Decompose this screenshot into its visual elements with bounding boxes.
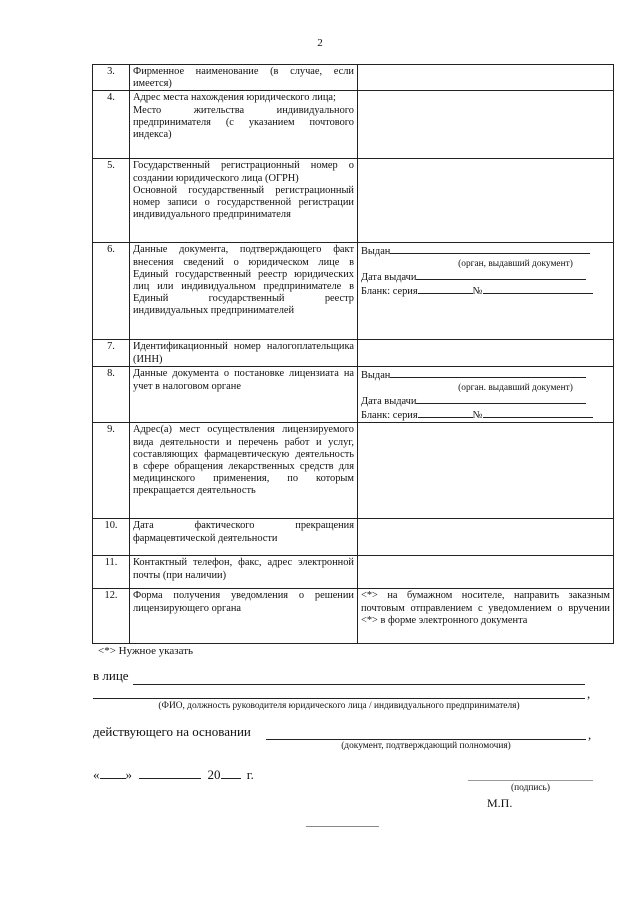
document-details-block — [358, 243, 614, 340]
comma: , — [587, 686, 591, 701]
issued-by-field[interactable] — [390, 244, 590, 254]
table-row — [93, 65, 614, 91]
issued-by-label: Выдан — [361, 246, 391, 258]
issue-date-label: Дата выдачи — [361, 395, 417, 407]
row-value-field[interactable] — [358, 91, 614, 159]
row-label: Адрес(а) мест осуществления лицензируемого вида деятельности и перечень работ и услуг, составляющих фармацевтическую деятельность в сфере обращения лекарственных средств для медицинского применения, по которым прекращается деятельность — [130, 423, 358, 519]
row-label: Фирменное наименование (в случае, если имеется) — [130, 65, 358, 91]
month-field[interactable] — [139, 767, 201, 779]
table-row — [93, 519, 614, 556]
issue-date-field[interactable] — [416, 394, 586, 404]
in-person-field[interactable] — [133, 684, 585, 685]
table-row — [93, 589, 614, 644]
row-label: Идентификационный номер налогоплательщика (ИНН) — [130, 340, 358, 367]
row-number: 3. — [93, 65, 130, 91]
footnote: <*> Нужное указать — [98, 645, 194, 657]
acting-basis-label: действующего на основании — [93, 724, 251, 739]
close-quote: » — [125, 767, 132, 782]
number-sign: № — [472, 409, 483, 421]
row-number: 7. — [93, 340, 130, 367]
row-number: 9. — [93, 423, 130, 519]
signature-caption: (подпись) — [511, 783, 550, 793]
row-number: 4. — [93, 91, 130, 159]
row-value-field[interactable] — [358, 159, 614, 243]
row-value-field[interactable] — [358, 65, 614, 91]
year-field[interactable] — [221, 767, 241, 779]
blank-series-field[interactable] — [418, 284, 473, 294]
license-termination-form-table — [92, 64, 614, 644]
blank-number-field[interactable] — [483, 408, 593, 418]
table-row — [93, 243, 614, 340]
row-value-field[interactable] — [358, 556, 614, 589]
row-label: Государственный регистрационный номер о создании юридического лица (ОГРН) Основной государственный регистрационный номер записи о государственной регистрации индивидуального предпринимателя — [130, 159, 358, 243]
bottom-rule — [306, 826, 379, 827]
day-field[interactable] — [100, 767, 126, 779]
year-prefix: 20 — [207, 767, 221, 782]
blank-series-field[interactable] — [418, 408, 473, 418]
row-number: 10. — [93, 519, 130, 556]
table-row — [93, 367, 614, 423]
in-person-field-continuation[interactable] — [93, 698, 585, 699]
row-value-field[interactable] — [358, 423, 614, 519]
fio-caption: (ФИО, должность руководителя юридического лица / индивидуального предпринимателя) — [158, 701, 520, 711]
notice-options-block — [358, 589, 614, 644]
page-number: 2 — [317, 37, 323, 49]
row-label: Дата фактического прекращения фармацевтической деятельности — [130, 519, 358, 556]
table-row — [93, 91, 614, 159]
blank-series-label: Бланк: серия — [361, 285, 418, 297]
row-value-field[interactable] — [358, 340, 614, 367]
issuer-caption: (орган. выдавший документ) — [458, 382, 573, 393]
acting-basis-field[interactable] — [266, 739, 586, 740]
notice-option-electronic[interactable]: <*> в форме электронного документа — [361, 615, 528, 627]
table-row — [93, 423, 614, 519]
stamp-label: М.П. — [487, 796, 513, 810]
row-label: Контактный телефон, факс, адрес электронной почты (при наличии) — [130, 556, 358, 589]
issuer-caption: (орган, выдавший документ) — [458, 258, 573, 269]
signature-field[interactable] — [468, 780, 593, 781]
row-number: 11. — [93, 556, 130, 589]
blank-number-field[interactable] — [483, 284, 593, 294]
issued-by-label: Выдан — [361, 370, 391, 382]
row-number: 8. — [93, 367, 130, 423]
row-label: Данные документа о постановке лицензиата на учет в налоговом органе — [130, 367, 358, 423]
row-number: 6. — [93, 243, 130, 340]
row-label: Адрес места нахождения юридического лица; Место жительства индивидуального предпринимателя (с указанием почтового индекса) — [130, 91, 358, 159]
row-number: 5. — [93, 159, 130, 243]
table-row — [93, 159, 614, 243]
basis-caption: (документ, подтверждающий полномочия) — [341, 741, 511, 751]
open-quote: « — [93, 767, 100, 782]
row-number: 12. — [93, 589, 130, 644]
issued-by-field[interactable] — [390, 368, 586, 378]
table-row — [93, 556, 614, 589]
issue-date-label: Дата выдачи — [361, 271, 417, 283]
issue-date-field[interactable] — [416, 270, 586, 280]
comma: , — [588, 727, 592, 742]
date-line — [93, 767, 254, 783]
row-label: Данные документа, подтверждающего факт внесения сведений о юридическом лице в Единый государственный реестр юридических лиц или индивидуальном предпринимателе в Единый государственный реестр индивидуальных предпринимателей — [130, 243, 358, 340]
table-row — [93, 340, 614, 367]
row-label: Форма получения уведомления о решении лицензирующего органа — [130, 589, 358, 644]
year-suffix: г. — [246, 767, 254, 782]
blank-series-label: Бланк: серия — [361, 409, 418, 421]
notice-option-paper[interactable]: <*> на бумажном носителе, направить заказным почтовым отправлением с уведомлением о вручении — [361, 590, 610, 614]
number-sign: № — [472, 285, 483, 297]
in-person-label: в лице — [93, 668, 129, 683]
row-value-field[interactable] — [358, 519, 614, 556]
document-details-block — [358, 367, 614, 423]
